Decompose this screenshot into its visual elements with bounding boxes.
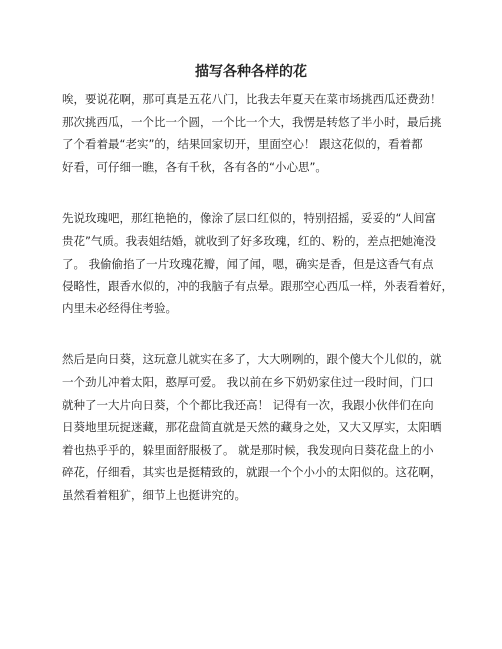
text-line: 唉，要说花啊，那可真是五花八门，比我去年夏天在菜市场挑西瓜还费劲！: [62, 92, 442, 106]
text-line: 碎花，仔细看，其实也是挺精致的，就跟一个个小小的太阳似的。这花啊，: [62, 465, 442, 479]
text-line: 然后是向日葵，这玩意儿就实在多了，大大咧咧的，跟个傻大个儿似的，就: [62, 352, 442, 366]
text-line: 着也热乎乎的，躲里面舒服极了。 就是那时候，我发现向日葵花盘上的小: [62, 443, 434, 457]
text-line: 先说玫瑰吧，那红艳艳的，像涂了层口红似的，特别招摇，妥妥的“人间富: [62, 211, 436, 225]
text-line: 一个劲儿冲着太阳，憨厚可爱。 我以前在乡下奶奶家住过一段时间，门口: [62, 375, 434, 389]
text-line: 贵花”气质。我表姐结婚，就收到了好多玫瑰，红的、粉的，差点把她淹没: [62, 234, 436, 248]
text-line: 那次挑西瓜，一个比一个圆，一个比一个大，我愣是转悠了半小时，最后挑: [62, 115, 442, 129]
text-line: 好看，可仔细一瞧，各有千秋，各有各的“小心思”。: [62, 160, 327, 174]
document-title: 描写各种各样的花: [195, 64, 307, 80]
text-line: 虽然看着粗犷，细节上也挺讲究的。: [62, 488, 246, 502]
text-line: 了个看着最“老实”的，结果回家切开，里面空心！ 跟这花似的，看着都: [62, 137, 423, 151]
text-line: 日葵地里玩捉迷藏，那花盘简直就是天然的藏身之处，又大又厚实，太阳晒: [62, 420, 442, 434]
text-line: 内里未必经得住考验。: [62, 301, 177, 315]
text-line: 了。 我偷偷掐了一片玫瑰花瓣，闻了闻，嗯，确实是香，但是这香气有点: [62, 257, 434, 271]
text-line: 侵略性，跟香水似的，冲的我脑子有点晕。跟那空心西瓜一样，外表看着好，: [62, 279, 453, 293]
text-line: 就种了一大片向日葵，个个都比我还高！ 记得有一次，我跟小伙伴们在向: [62, 398, 434, 412]
